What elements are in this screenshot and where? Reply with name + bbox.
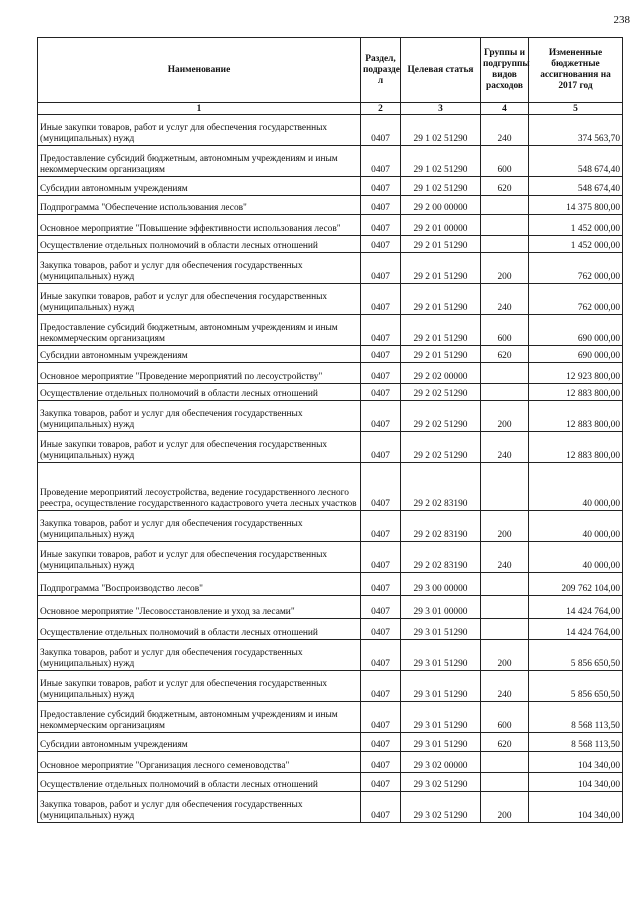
table-row xyxy=(38,315,623,346)
budget-table xyxy=(37,37,623,823)
cell-code: 29 3 02 51290 xyxy=(401,792,481,823)
header-row xyxy=(38,38,623,103)
cell-amount: 104 340,00 xyxy=(529,773,623,792)
table-row xyxy=(38,573,623,596)
cell-code: 29 1 02 51290 xyxy=(401,115,481,146)
cell-amount: 548 674,40 xyxy=(529,177,623,196)
cell-amount: 14 375 800,00 xyxy=(529,196,623,215)
cell-code: 29 2 00 00000 xyxy=(401,196,481,215)
cell-code: 29 2 02 51290 xyxy=(401,401,481,432)
cell-code: 29 2 01 51290 xyxy=(401,284,481,315)
cell-name: Закупка товаров, работ и услуг для обеспечения государственных (муниципальных) нужд xyxy=(38,253,361,284)
cell-section: 0407 xyxy=(361,196,401,215)
cell-section: 0407 xyxy=(361,752,401,773)
page-number: 238 xyxy=(613,14,630,26)
cell-name: Подпрограмма "Воспроизводство лесов" xyxy=(38,573,361,596)
cell-group xyxy=(481,384,529,401)
cell-section: 0407 xyxy=(361,236,401,253)
cell-code: 29 2 01 51290 xyxy=(401,346,481,363)
table-row xyxy=(38,702,623,733)
cell-group: 240 xyxy=(481,542,529,573)
column-number-row xyxy=(38,103,623,115)
cell-group xyxy=(481,752,529,773)
cell-group xyxy=(481,196,529,215)
cell-section: 0407 xyxy=(361,432,401,463)
cell-section: 0407 xyxy=(361,733,401,752)
table-row xyxy=(38,253,623,284)
table-row xyxy=(38,346,623,363)
cell-section: 0407 xyxy=(361,284,401,315)
cell-code: 29 3 01 00000 xyxy=(401,596,481,619)
table-row xyxy=(38,284,623,315)
cell-name: Основное мероприятие "Лесовосстановление и уход за лесами" xyxy=(38,596,361,619)
cell-amount: 14 424 764,00 xyxy=(529,619,623,640)
cell-section: 0407 xyxy=(361,146,401,177)
cell-section: 0407 xyxy=(361,401,401,432)
cell-amount: 1 452 000,00 xyxy=(529,215,623,236)
cell-amount: 690 000,00 xyxy=(529,315,623,346)
cell-code: 29 1 02 51290 xyxy=(401,177,481,196)
table-row xyxy=(38,542,623,573)
column-number: 2 xyxy=(361,103,401,115)
cell-name: Иные закупки товаров, работ и услуг для обеспечения государственных (муниципальных) нужд xyxy=(38,432,361,463)
column-number: 5 xyxy=(529,103,623,115)
cell-section: 0407 xyxy=(361,671,401,702)
cell-section: 0407 xyxy=(361,702,401,733)
cell-section: 0407 xyxy=(361,542,401,573)
cell-section: 0407 xyxy=(361,573,401,596)
cell-name: Иные закупки товаров, работ и услуг для обеспечения государственных (муниципальных) нужд xyxy=(38,542,361,573)
table-row xyxy=(38,596,623,619)
cell-code: 29 3 01 51290 xyxy=(401,733,481,752)
cell-section: 0407 xyxy=(361,115,401,146)
cell-amount: 8 568 113,50 xyxy=(529,733,623,752)
table-row xyxy=(38,432,623,463)
cell-group xyxy=(481,773,529,792)
cell-code: 29 2 02 83190 xyxy=(401,511,481,542)
cell-name: Субсидии автономным учреждениям xyxy=(38,346,361,363)
cell-code: 29 2 01 51290 xyxy=(401,236,481,253)
cell-code: 29 3 00 00000 xyxy=(401,573,481,596)
cell-amount: 1 452 000,00 xyxy=(529,236,623,253)
cell-name: Субсидии автономным учреждениям xyxy=(38,733,361,752)
cell-amount: 14 424 764,00 xyxy=(529,596,623,619)
cell-name: Осуществление отдельных полномочий в области лесных отношений xyxy=(38,236,361,253)
cell-amount: 104 340,00 xyxy=(529,792,623,823)
cell-group: 240 xyxy=(481,432,529,463)
cell-group: 600 xyxy=(481,315,529,346)
table-row xyxy=(38,177,623,196)
cell-group: 240 xyxy=(481,671,529,702)
cell-group: 600 xyxy=(481,146,529,177)
cell-name: Предоставление субсидий бюджетным, автономным учреждениям и иным некоммерческим организациям xyxy=(38,702,361,733)
cell-amount: 5 856 650,50 xyxy=(529,671,623,702)
table-row xyxy=(38,792,623,823)
cell-section: 0407 xyxy=(361,384,401,401)
cell-section: 0407 xyxy=(361,253,401,284)
cell-name: Осуществление отдельных полномочий в области лесных отношений xyxy=(38,773,361,792)
cell-name: Закупка товаров, работ и услуг для обеспечения государственных (муниципальных) нужд xyxy=(38,792,361,823)
table-row xyxy=(38,733,623,752)
cell-code: 29 2 02 83190 xyxy=(401,542,481,573)
cell-group: 600 xyxy=(481,702,529,733)
table-row xyxy=(38,773,623,792)
cell-name: Иные закупки товаров, работ и услуг для обеспечения государственных (муниципальных) нужд xyxy=(38,284,361,315)
cell-amount: 548 674,40 xyxy=(529,146,623,177)
cell-group xyxy=(481,236,529,253)
cell-group: 200 xyxy=(481,253,529,284)
column-number: 1 xyxy=(38,103,361,115)
cell-section: 0407 xyxy=(361,463,401,511)
cell-section: 0407 xyxy=(361,596,401,619)
cell-name: Закупка товаров, работ и услуг для обеспечения государственных (муниципальных) нужд xyxy=(38,401,361,432)
cell-section: 0407 xyxy=(361,792,401,823)
cell-code: 29 2 01 51290 xyxy=(401,253,481,284)
table-row xyxy=(38,463,623,511)
cell-group xyxy=(481,215,529,236)
cell-group xyxy=(481,463,529,511)
cell-name: Осуществление отдельных полномочий в области лесных отношений xyxy=(38,619,361,640)
cell-section: 0407 xyxy=(361,215,401,236)
cell-group: 200 xyxy=(481,401,529,432)
cell-amount: 5 856 650,50 xyxy=(529,640,623,671)
cell-name: Подпрограмма "Обеспечение использования лесов" xyxy=(38,196,361,215)
cell-name: Проведение мероприятий лесоустройства, ведение государственного лесного реестра, осуществление государственного кадастрового учета лесных участков xyxy=(38,463,361,511)
cell-code: 29 3 01 51290 xyxy=(401,671,481,702)
cell-name: Предоставление субсидий бюджетным, автономным учреждениям и иным некоммерческим организациям xyxy=(38,146,361,177)
cell-amount: 690 000,00 xyxy=(529,346,623,363)
cell-amount: 209 762 104,00 xyxy=(529,573,623,596)
cell-amount: 12 883 800,00 xyxy=(529,401,623,432)
cell-amount: 762 000,00 xyxy=(529,284,623,315)
cell-name: Основное мероприятие "Организация лесного семеноводства" xyxy=(38,752,361,773)
table-row xyxy=(38,752,623,773)
cell-group: 200 xyxy=(481,511,529,542)
header-groups: Группы и подгруппы видов расходов xyxy=(481,38,529,103)
cell-group: 240 xyxy=(481,115,529,146)
cell-code: 29 3 01 51290 xyxy=(401,640,481,671)
cell-group xyxy=(481,619,529,640)
cell-name: Основное мероприятие "Проведение мероприятий по лесоустройству" xyxy=(38,363,361,384)
cell-code: 29 2 01 51290 xyxy=(401,315,481,346)
cell-code: 29 2 02 51290 xyxy=(401,432,481,463)
cell-code: 29 3 01 51290 xyxy=(401,702,481,733)
cell-amount: 104 340,00 xyxy=(529,752,623,773)
cell-group: 620 xyxy=(481,733,529,752)
column-number: 3 xyxy=(401,103,481,115)
cell-group: 200 xyxy=(481,640,529,671)
cell-name: Предоставление субсидий бюджетным, автономным учреждениям и иным некоммерческим организациям xyxy=(38,315,361,346)
cell-group: 240 xyxy=(481,284,529,315)
column-number: 4 xyxy=(481,103,529,115)
cell-section: 0407 xyxy=(361,346,401,363)
header-name: Наименование xyxy=(38,38,361,103)
table-row xyxy=(38,215,623,236)
cell-name: Субсидии автономным учреждениям xyxy=(38,177,361,196)
cell-section: 0407 xyxy=(361,177,401,196)
header-target: Целевая статья xyxy=(401,38,481,103)
cell-group: 620 xyxy=(481,177,529,196)
table-row xyxy=(38,363,623,384)
table-row xyxy=(38,384,623,401)
cell-section: 0407 xyxy=(361,619,401,640)
table-body xyxy=(38,115,623,823)
header-section: Раздел, подразде л xyxy=(361,38,401,103)
cell-amount: 40 000,00 xyxy=(529,463,623,511)
cell-code: 29 2 02 51290 xyxy=(401,384,481,401)
cell-group xyxy=(481,596,529,619)
header-amount: Измененные бюджетные ассигнования на 2017 год xyxy=(529,38,623,103)
cell-amount: 762 000,00 xyxy=(529,253,623,284)
cell-amount: 40 000,00 xyxy=(529,511,623,542)
table-row xyxy=(38,115,623,146)
cell-group: 620 xyxy=(481,346,529,363)
cell-amount: 12 883 800,00 xyxy=(529,432,623,463)
cell-code: 29 3 01 51290 xyxy=(401,619,481,640)
table-row xyxy=(38,671,623,702)
cell-group xyxy=(481,573,529,596)
cell-section: 0407 xyxy=(361,640,401,671)
cell-group: 200 xyxy=(481,792,529,823)
cell-amount: 12 923 800,00 xyxy=(529,363,623,384)
table-row xyxy=(38,196,623,215)
cell-code: 29 2 01 00000 xyxy=(401,215,481,236)
cell-group xyxy=(481,363,529,384)
cell-amount: 8 568 113,50 xyxy=(529,702,623,733)
table-row xyxy=(38,640,623,671)
table-row xyxy=(38,401,623,432)
table-row xyxy=(38,511,623,542)
cell-name: Иные закупки товаров, работ и услуг для обеспечения государственных (муниципальных) нужд xyxy=(38,671,361,702)
cell-name: Закупка товаров, работ и услуг для обеспечения государственных (муниципальных) нужд xyxy=(38,511,361,542)
cell-section: 0407 xyxy=(361,511,401,542)
cell-name: Закупка товаров, работ и услуг для обеспечения государственных (муниципальных) нужд xyxy=(38,640,361,671)
cell-name: Основное мероприятие "Повышение эффективности использования лесов" xyxy=(38,215,361,236)
cell-code: 29 1 02 51290 xyxy=(401,146,481,177)
cell-code: 29 2 02 83190 xyxy=(401,463,481,511)
table-row xyxy=(38,236,623,253)
cell-code: 29 3 02 00000 xyxy=(401,752,481,773)
cell-amount: 40 000,00 xyxy=(529,542,623,573)
cell-section: 0407 xyxy=(361,773,401,792)
cell-section: 0407 xyxy=(361,363,401,384)
cell-amount: 12 883 800,00 xyxy=(529,384,623,401)
cell-amount: 374 563,70 xyxy=(529,115,623,146)
cell-code: 29 2 02 00000 xyxy=(401,363,481,384)
cell-section: 0407 xyxy=(361,315,401,346)
cell-name: Осуществление отдельных полномочий в области лесных отношений xyxy=(38,384,361,401)
table-row xyxy=(38,146,623,177)
cell-name: Иные закупки товаров, работ и услуг для обеспечения государственных (муниципальных) нужд xyxy=(38,115,361,146)
cell-code: 29 3 02 51290 xyxy=(401,773,481,792)
table-row xyxy=(38,619,623,640)
